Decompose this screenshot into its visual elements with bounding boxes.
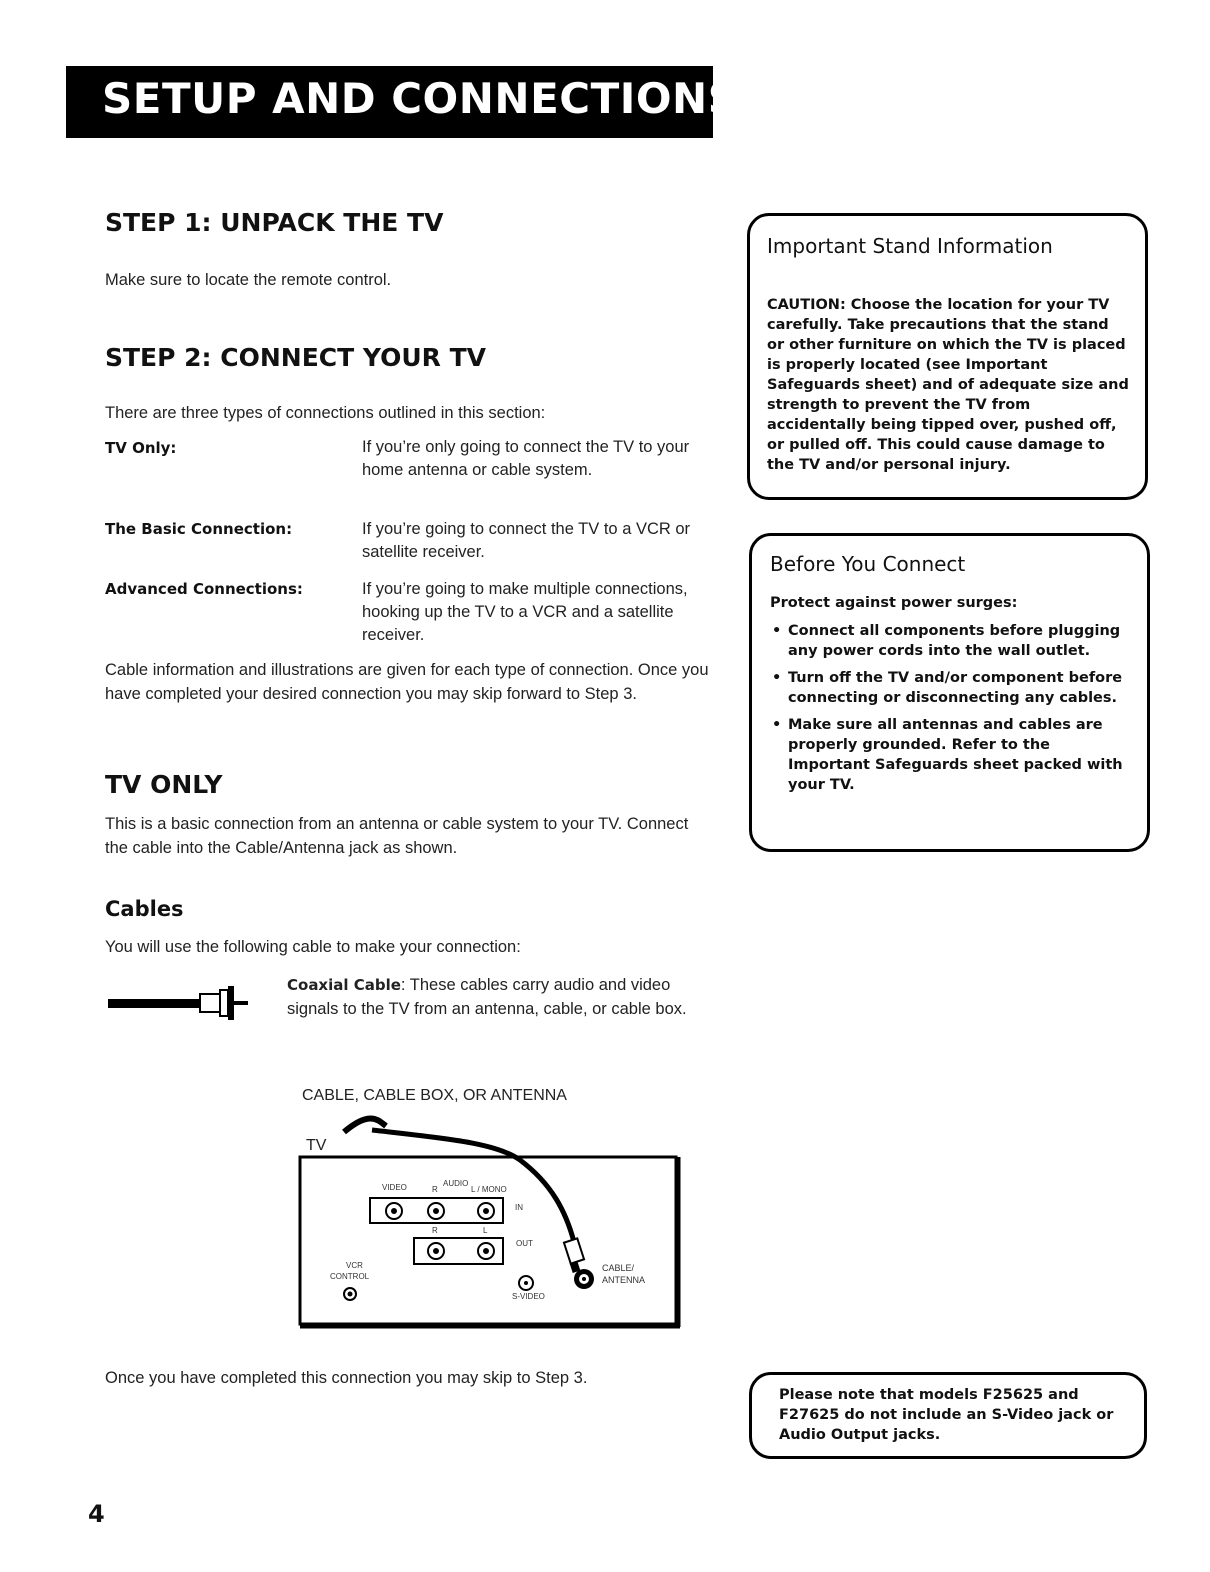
cable-antenna-jack: [574, 1269, 594, 1289]
cables-heading: Cables: [105, 897, 184, 921]
diagram-source-label: CABLE, CABLE BOX, OR ANTENNA: [302, 1087, 567, 1104]
audio-label: AUDIO: [443, 1179, 469, 1188]
video-in-jack: [386, 1203, 402, 1219]
step1-text: Make sure to locate the remote control.: [105, 271, 392, 289]
connection-type-desc: If you’re going to connect the TV to a VCR or satellite receiver.: [362, 520, 691, 561]
out-label: OUT: [516, 1239, 533, 1248]
connection-type-desc: If you’re going to make multiple connections, hooking up the TV to a VCR and a satellite receiver.: [362, 580, 688, 644]
step1-heading: STEP 1: UNPACK THE TV: [105, 208, 444, 237]
stand-info-caution: CAUTION: Choose the location for your TV carefully. Take precautions that the stand or other furniture on which the TV is placed is properly located (see Important Safeguards sheet) and of adequate size and strength to prevent the TV from accidentally being tipped over, pushed off, or pulled off. This could cause damage to the TV and/or personal injury.: [767, 297, 1129, 473]
model-note-box: [749, 1372, 1147, 1459]
video-label: VIDEO: [382, 1183, 407, 1192]
tv-only-heading: TV ONLY: [105, 770, 223, 799]
tv-connection-diagram: [290, 1080, 690, 1330]
s-video-jack: [519, 1276, 533, 1290]
audio-r-out-jack: [428, 1243, 444, 1259]
connection-type-term: TV Only:: [105, 439, 177, 457]
connection-type-desc: If you’re only going to connect the TV to your home antenna or cable system.: [362, 438, 690, 479]
page-title: SETUP AND CONNECTIONS: [102, 74, 739, 123]
out-r-label: R: [432, 1226, 438, 1235]
before-you-connect-title: Before You Connect: [770, 552, 966, 576]
step2-heading: STEP 2: CONNECT YOUR TV: [105, 343, 487, 372]
surge-bullet-list: [770, 621, 1132, 802]
svg-text:L: L: [483, 1226, 488, 1235]
audio-r-in-jack: [428, 1203, 444, 1219]
list-item: • Make sure all antennas and cables are properly grounded. Refer to the Important Safeguards sheet packed with your TV.: [772, 717, 1123, 793]
connection-type-term: Advanced Connections:: [105, 580, 303, 598]
stand-info-box: [747, 213, 1148, 500]
model-note-text: Please note that models F25625 and F27625 do not include an S-Video jack or Audio Output jacks.: [779, 1387, 1114, 1443]
list-item: • Turn off the TV and/or component before connecting or disconnecting any cables.: [772, 670, 1123, 706]
tv-only-text: This is a basic connection from an antenna or cable system to your TV. Connect the cable into the Cable/Antenna jack as shown.: [105, 815, 689, 857]
diagram-tv-label: TV: [306, 1137, 327, 1154]
in-label: IN: [515, 1203, 523, 1212]
coaxial-cable-description: [287, 973, 717, 1021]
connection-type-term: The Basic Connection:: [105, 520, 293, 538]
coaxial-cable-text: : These cables carry audio and video signals to the TV from an antenna, cable, or cable box.: [287, 976, 687, 1018]
page-number: 4: [88, 1500, 105, 1528]
audio-l-in-jack: [478, 1203, 494, 1219]
surge-intro: Protect against power surges:: [770, 595, 1018, 611]
coaxial-cable-label: Coaxial Cable: [287, 976, 401, 994]
audio-r-label: R: [432, 1185, 438, 1194]
before-you-connect-box: [749, 533, 1150, 852]
s-video-label: S-VIDEO: [512, 1292, 545, 1301]
control-label: CONTROL: [330, 1272, 370, 1281]
coaxial-cable-icon: [108, 982, 258, 1024]
list-item: • Connect all components before plugging any power cords into the wall outlet.: [772, 623, 1121, 659]
audio-l-mono-label: L / MONO: [471, 1185, 507, 1194]
step2-intro: There are three types of connections outlined in this section:: [105, 404, 546, 422]
cables-intro: You will use the following cable to make your connection:: [105, 938, 521, 956]
antenna-label: ANTENNA: [602, 1275, 646, 1285]
closing-text: Once you have completed this connection you may skip to Step 3.: [105, 1369, 588, 1387]
vcr-label: VCR: [346, 1261, 363, 1270]
step2-outro: Cable information and illustrations are given for each type of connection. Once you have completed your desired connection you may skip forward to Step 3.: [105, 661, 709, 703]
vcr-control-jack: [344, 1288, 356, 1300]
audio-l-out-jack: [478, 1243, 494, 1259]
stand-info-title: Important Stand Information: [767, 234, 1053, 258]
cable-label: CABLE/: [602, 1263, 635, 1273]
header-banner: [66, 66, 739, 138]
